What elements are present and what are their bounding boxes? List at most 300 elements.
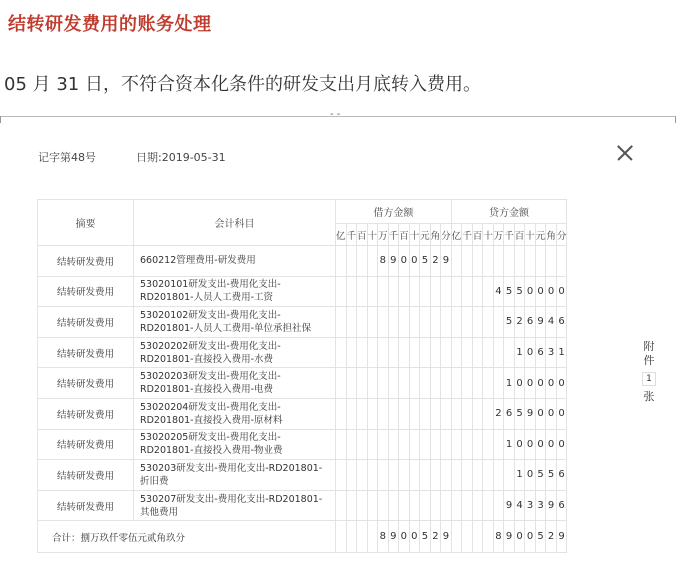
account-cell	[134, 246, 336, 277]
credit-amount-digit: 5	[546, 460, 557, 491]
credit-amount-digit: 0	[556, 368, 567, 399]
debit-amount-digit	[409, 460, 420, 491]
debit-amount-digit	[346, 429, 357, 460]
debit-digit-header: 十	[409, 224, 420, 246]
account-line: 53020101研发支出-费用化支出-	[140, 279, 281, 291]
debit-amount-digit	[357, 368, 368, 399]
credit-amount-digit: 3	[525, 490, 536, 521]
summary-cell: 结转研发费用	[38, 246, 134, 277]
credit-amount-digit	[462, 398, 473, 429]
account-line: 530203研发支出-费用化支出-RD201801-	[140, 462, 323, 474]
credit-amount-digit: 2	[546, 521, 557, 553]
debit-amount-digit	[346, 307, 357, 338]
debit-digit-header: 百	[399, 224, 410, 246]
summary-cell: 结转研发费用	[38, 429, 134, 460]
debit-amount-digit: 0	[409, 246, 420, 277]
debit-amount-digit	[378, 460, 389, 491]
debit-amount-digit	[357, 307, 368, 338]
credit-amount-digit: 0	[546, 368, 557, 399]
account-line: RD201801-人员人工费用-工资	[140, 292, 274, 304]
debit-amount-digit: 9	[388, 246, 399, 277]
account-line: 其他费用	[140, 506, 179, 518]
credit-amount-digit: 0	[546, 429, 557, 460]
debit-amount-digit	[346, 246, 357, 277]
total-row	[38, 521, 567, 553]
credit-amount-digit	[472, 460, 483, 491]
debit-amount-digit	[357, 490, 368, 521]
credit-amount-digit	[556, 246, 567, 277]
credit-amount-digit: 1	[556, 337, 567, 368]
credit-amount-digit: 9	[504, 490, 515, 521]
credit-amount-digit	[462, 490, 473, 521]
debit-amount-digit	[420, 490, 431, 521]
credit-amount-digit	[462, 429, 473, 460]
credit-amount-digit	[504, 246, 515, 277]
debit-amount-digit	[409, 276, 420, 307]
debit-amount-digit: 9	[441, 521, 452, 553]
credit-amount-digit	[462, 246, 473, 277]
debit-amount-digit	[378, 368, 389, 399]
credit-amount-digit: 4	[546, 307, 557, 338]
header-account: 会计科目	[134, 200, 336, 246]
debit-amount-digit	[336, 460, 347, 491]
credit-amount-digit: 1	[514, 460, 525, 491]
credit-amount-digit: 4	[493, 276, 504, 307]
debit-amount-digit	[357, 398, 368, 429]
frame-corner-right	[670, 116, 676, 123]
debit-amount-digit	[388, 429, 399, 460]
credit-amount-digit: 0	[535, 276, 546, 307]
debit-digit-header: 万	[378, 224, 389, 246]
debit-amount-digit	[378, 429, 389, 460]
debit-digit-header: 角	[430, 224, 441, 246]
debit-amount-digit	[420, 460, 431, 491]
credit-amount-digit: 0	[546, 276, 557, 307]
table-row[interactable]	[38, 368, 567, 399]
credit-digit-header: 角	[546, 224, 557, 246]
account-line: RD201801-人员人工费用-单位承担社保	[140, 322, 312, 334]
credit-amount-digit: 0	[556, 398, 567, 429]
credit-amount-digit	[451, 429, 462, 460]
credit-amount-digit	[472, 521, 483, 553]
debit-amount-digit	[367, 490, 378, 521]
summary-cell: 结转研发费用	[38, 337, 134, 368]
credit-amount-digit	[525, 246, 536, 277]
debit-amount-digit	[367, 429, 378, 460]
summary-cell: 结转研发费用	[38, 398, 134, 429]
credit-amount-digit	[493, 337, 504, 368]
debit-amount-digit	[357, 429, 368, 460]
credit-amount-digit	[462, 368, 473, 399]
article-heading: 结转研发费用的账务处理	[8, 14, 212, 35]
credit-amount-digit: 0	[514, 521, 525, 553]
credit-digit-header: 千	[462, 224, 473, 246]
account-line: 53020203研发支出-费用化支出-	[140, 371, 281, 383]
frame-corner-left	[0, 116, 6, 123]
credit-amount-digit	[462, 521, 473, 553]
credit-amount-digit	[483, 429, 494, 460]
debit-amount-digit	[409, 490, 420, 521]
credit-digit-header: 百	[472, 224, 483, 246]
debit-amount-digit: 0	[409, 521, 420, 553]
credit-amount-digit: 0	[514, 429, 525, 460]
credit-amount-digit: 0	[525, 460, 536, 491]
debit-amount-digit	[441, 429, 452, 460]
credit-digit-header: 十	[525, 224, 536, 246]
debit-amount-digit	[409, 429, 420, 460]
debit-amount-digit	[430, 337, 441, 368]
dialog-frame-top	[0, 109, 676, 124]
debit-amount-digit	[399, 460, 410, 491]
credit-amount-digit	[483, 337, 494, 368]
credit-amount-digit	[462, 460, 473, 491]
table-row[interactable]	[38, 337, 567, 368]
debit-amount-digit	[430, 307, 441, 338]
table-row[interactable]	[38, 490, 567, 521]
account-line: RD201801-直接投入费用-物业费	[140, 445, 283, 457]
debit-amount-digit	[399, 398, 410, 429]
credit-amount-digit: 0	[525, 337, 536, 368]
debit-amount-digit	[367, 521, 378, 553]
credit-digit-header: 分	[556, 224, 567, 246]
debit-amount-digit	[346, 368, 357, 399]
credit-amount-digit: 1	[514, 337, 525, 368]
account-line: 53020204研发支出-费用化支出-	[140, 401, 281, 413]
debit-amount-digit	[420, 429, 431, 460]
credit-amount-digit	[451, 307, 462, 338]
debit-amount-digit	[346, 337, 357, 368]
debit-amount-digit	[378, 276, 389, 307]
debit-amount-digit	[441, 460, 452, 491]
credit-amount-digit	[451, 246, 462, 277]
debit-amount-digit	[441, 276, 452, 307]
debit-amount-digit	[441, 307, 452, 338]
account-cell	[134, 429, 336, 460]
debit-amount-digit	[336, 246, 347, 277]
credit-amount-digit	[451, 398, 462, 429]
attachment-label: 附	[643, 340, 655, 353]
credit-amount-digit: 8	[493, 521, 504, 553]
account-line: RD201801-直接投入费用-电费	[140, 384, 274, 396]
debit-amount-digit	[367, 276, 378, 307]
debit-amount-digit	[367, 337, 378, 368]
credit-amount-digit	[483, 307, 494, 338]
debit-amount-digit	[399, 337, 410, 368]
credit-amount-digit: 9	[535, 307, 546, 338]
credit-amount-digit	[472, 429, 483, 460]
credit-amount-digit: 2	[493, 398, 504, 429]
debit-amount-digit	[336, 307, 347, 338]
debit-amount-digit: 2	[430, 521, 441, 553]
account-cell	[134, 337, 336, 368]
credit-amount-digit: 0	[525, 521, 536, 553]
credit-amount-digit: 3	[535, 490, 546, 521]
table-row[interactable]	[38, 276, 567, 307]
attachment-label-2: 件	[643, 354, 655, 367]
debit-amount-digit	[346, 398, 357, 429]
debit-amount-digit	[388, 490, 399, 521]
account-cell	[134, 276, 336, 307]
credit-amount-digit: 6	[535, 337, 546, 368]
debit-amount-digit	[336, 521, 347, 553]
table-row[interactable]	[38, 429, 567, 460]
account-cell	[134, 398, 336, 429]
table-row[interactable]	[38, 246, 567, 277]
header-credit: 贷方金额	[451, 200, 567, 224]
account-line: 53020102研发支出-费用化支出-	[140, 309, 281, 321]
summary-cell: 结转研发费用	[38, 490, 134, 521]
credit-amount-digit: 6	[556, 307, 567, 338]
table-row[interactable]	[38, 460, 567, 491]
debit-amount-digit	[357, 337, 368, 368]
credit-digit-header: 千	[504, 224, 515, 246]
debit-amount-digit	[409, 368, 420, 399]
credit-amount-digit	[472, 276, 483, 307]
credit-amount-digit	[451, 490, 462, 521]
credit-amount-digit	[493, 460, 504, 491]
credit-amount-digit	[462, 276, 473, 307]
debit-amount-digit	[409, 307, 420, 338]
account-line: 折旧费	[140, 475, 169, 487]
header-debit: 借方金额	[336, 200, 452, 224]
credit-amount-digit	[535, 246, 546, 277]
debit-digit-header: 亿	[336, 224, 347, 246]
debit-amount-digit: 0	[399, 521, 410, 553]
credit-amount-digit: 5	[514, 398, 525, 429]
summary-cell: 结转研发费用	[38, 460, 134, 491]
debit-amount-digit	[399, 307, 410, 338]
credit-amount-digit: 1	[504, 368, 515, 399]
debit-amount-digit	[367, 368, 378, 399]
debit-amount-digit: 5	[420, 246, 431, 277]
account-line: 660212管理费用-研发费用	[140, 255, 256, 267]
debit-amount-digit	[441, 398, 452, 429]
debit-amount-digit: 9	[388, 521, 399, 553]
account-line: 53020205研发支出-费用化支出-	[140, 432, 281, 444]
credit-amount-digit: 0	[535, 398, 546, 429]
credit-amount-digit	[472, 368, 483, 399]
table-row[interactable]	[38, 307, 567, 338]
debit-amount-digit: 5	[420, 521, 431, 553]
debit-amount-digit: 9	[441, 246, 452, 277]
credit-amount-digit	[472, 246, 483, 277]
debit-amount-digit	[336, 490, 347, 521]
credit-amount-digit: 6	[556, 460, 567, 491]
credit-amount-digit: 0	[514, 368, 525, 399]
credit-amount-digit	[451, 337, 462, 368]
credit-amount-digit: 9	[546, 490, 557, 521]
credit-digit-header: 亿	[451, 224, 462, 246]
debit-amount-digit	[367, 307, 378, 338]
credit-amount-digit	[483, 490, 494, 521]
debit-amount-digit	[430, 490, 441, 521]
debit-amount-digit	[420, 337, 431, 368]
credit-amount-digit	[472, 490, 483, 521]
debit-amount-digit	[346, 460, 357, 491]
summary-cell: 结转研发费用	[38, 368, 134, 399]
account-line: RD201801-直接投入费用-水费	[140, 353, 274, 365]
debit-amount-digit	[430, 460, 441, 491]
debit-digit-header: 百	[357, 224, 368, 246]
credit-amount-digit: 9	[525, 398, 536, 429]
debit-digit-header: 千	[346, 224, 357, 246]
credit-digit-header: 万	[493, 224, 504, 246]
debit-amount-digit: 8	[378, 521, 389, 553]
debit-amount-digit	[399, 276, 410, 307]
debit-amount-digit	[420, 398, 431, 429]
debit-amount-digit	[430, 398, 441, 429]
voucher-table	[37, 199, 567, 553]
credit-amount-digit	[483, 398, 494, 429]
credit-amount-digit	[493, 368, 504, 399]
debit-amount-digit	[388, 368, 399, 399]
account-line: 53020202研发支出-费用化支出-	[140, 340, 281, 352]
credit-amount-digit	[462, 307, 473, 338]
debit-amount-digit	[378, 307, 389, 338]
credit-amount-digit	[451, 368, 462, 399]
total-label: 合计：捌万玖仟零伍元贰角玖分	[38, 521, 336, 553]
table-row[interactable]	[38, 398, 567, 429]
credit-amount-digit: 0	[556, 276, 567, 307]
debit-amount-digit	[388, 460, 399, 491]
debit-amount-digit	[420, 307, 431, 338]
credit-amount-digit: 2	[514, 307, 525, 338]
credit-amount-digit: 5	[504, 307, 515, 338]
credit-amount-digit	[472, 398, 483, 429]
credit-digit-header: 元	[535, 224, 546, 246]
credit-amount-digit	[504, 337, 515, 368]
debit-amount-digit	[336, 276, 347, 307]
credit-amount-digit	[493, 490, 504, 521]
summary-cell: 结转研发费用	[38, 307, 134, 338]
summary-cell: 结转研发费用	[38, 276, 134, 307]
debit-amount-digit	[388, 276, 399, 307]
credit-amount-digit	[451, 521, 462, 553]
credit-amount-digit: 0	[556, 429, 567, 460]
credit-amount-digit: 0	[525, 429, 536, 460]
debit-amount-digit	[346, 490, 357, 521]
account-cell	[134, 490, 336, 521]
credit-digit-header: 百	[514, 224, 525, 246]
credit-amount-digit	[514, 246, 525, 277]
credit-amount-digit: 0	[535, 429, 546, 460]
account-cell	[134, 460, 336, 491]
debit-amount-digit	[409, 398, 420, 429]
debit-amount-digit	[346, 276, 357, 307]
debit-amount-digit	[388, 337, 399, 368]
voucher-number: 记字第48号	[38, 151, 96, 164]
attachment-count-input[interactable]: 1	[642, 372, 656, 386]
debit-amount-digit	[378, 398, 389, 429]
voucher-date: 日期:2019-05-31	[136, 151, 226, 164]
attachment-panel	[640, 340, 658, 404]
debit-amount-digit	[430, 429, 441, 460]
debit-amount-digit	[441, 490, 452, 521]
debit-amount-digit	[399, 429, 410, 460]
debit-digit-header: 元	[420, 224, 431, 246]
credit-amount-digit: 0	[546, 398, 557, 429]
debit-amount-digit	[357, 460, 368, 491]
credit-amount-digit: 5	[535, 460, 546, 491]
credit-amount-digit	[504, 460, 515, 491]
account-cell	[134, 368, 336, 399]
credit-amount-digit: 6	[525, 307, 536, 338]
debit-amount-digit	[357, 246, 368, 277]
debit-amount-digit	[367, 398, 378, 429]
credit-amount-digit	[483, 368, 494, 399]
credit-amount-digit: 9	[504, 521, 515, 553]
credit-amount-digit: 5	[514, 276, 525, 307]
debit-amount-digit	[420, 368, 431, 399]
credit-amount-digit: 0	[525, 276, 536, 307]
credit-digit-header: 十	[483, 224, 494, 246]
debit-amount-digit	[336, 368, 347, 399]
close-icon[interactable]	[614, 142, 636, 164]
credit-amount-digit	[546, 246, 557, 277]
credit-amount-digit	[483, 276, 494, 307]
credit-amount-digit	[483, 521, 494, 553]
credit-amount-digit	[483, 246, 494, 277]
credit-amount-digit	[493, 429, 504, 460]
debit-amount-digit	[430, 368, 441, 399]
credit-amount-digit: 1	[504, 429, 515, 460]
header-summary: 摘要	[38, 200, 134, 246]
debit-amount-digit	[378, 337, 389, 368]
debit-amount-digit	[336, 398, 347, 429]
debit-amount-digit	[378, 490, 389, 521]
debit-amount-digit	[399, 368, 410, 399]
debit-digit-header: 分	[441, 224, 452, 246]
account-line: RD201801-直接投入费用-原材料	[140, 414, 283, 426]
debit-amount-digit	[367, 460, 378, 491]
credit-amount-digit	[462, 337, 473, 368]
credit-amount-digit	[451, 276, 462, 307]
debit-amount-digit	[336, 337, 347, 368]
debit-amount-digit	[399, 490, 410, 521]
frame-drag-handle[interactable]: - -	[330, 109, 341, 120]
credit-amount-digit: 4	[514, 490, 525, 521]
debit-amount-digit	[367, 246, 378, 277]
credit-amount-digit	[493, 246, 504, 277]
debit-amount-digit	[409, 337, 420, 368]
debit-digit-header: 十	[367, 224, 378, 246]
debit-digit-header: 千	[388, 224, 399, 246]
credit-amount-digit: 5	[535, 521, 546, 553]
credit-amount-digit: 0	[525, 368, 536, 399]
debit-amount-digit	[357, 521, 368, 553]
debit-amount-digit	[357, 276, 368, 307]
credit-amount-digit	[472, 337, 483, 368]
debit-amount-digit: 0	[399, 246, 410, 277]
attachment-unit: 张	[643, 390, 655, 403]
credit-amount-digit: 9	[556, 521, 567, 553]
credit-amount-digit	[472, 307, 483, 338]
account-cell	[134, 307, 336, 338]
credit-amount-digit: 0	[535, 368, 546, 399]
debit-amount-digit	[346, 521, 357, 553]
credit-amount-digit: 6	[556, 490, 567, 521]
debit-amount-digit	[441, 368, 452, 399]
credit-amount-digit: 5	[504, 276, 515, 307]
debit-amount-digit	[388, 307, 399, 338]
debit-amount-digit	[441, 337, 452, 368]
account-line: 530207研发支出-费用化支出-RD201801-	[140, 493, 323, 505]
debit-amount-digit	[388, 398, 399, 429]
intro-paragraph: 05 月 31 日，不符合资本化条件的研发支出月底转入费用。	[4, 74, 481, 95]
credit-amount-digit	[483, 460, 494, 491]
debit-amount-digit: 2	[430, 246, 441, 277]
credit-amount-digit: 3	[546, 337, 557, 368]
